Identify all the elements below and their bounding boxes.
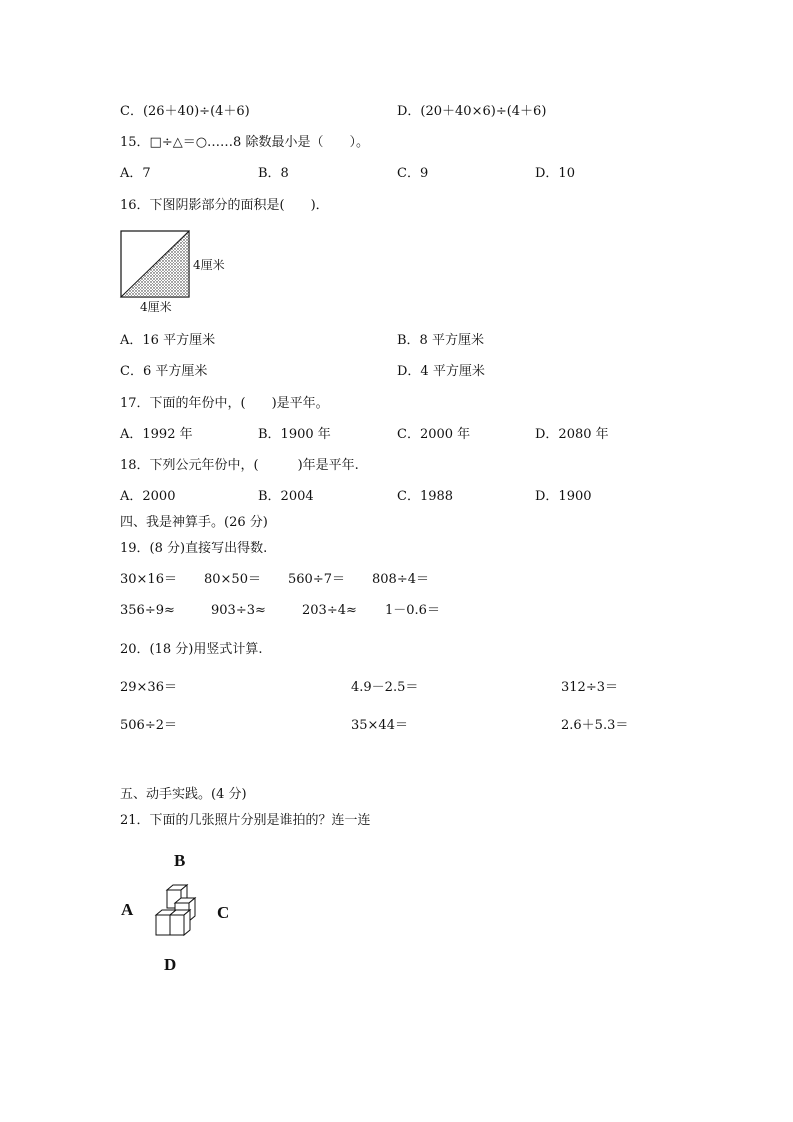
q21-label-a: A [121, 900, 134, 919]
q16-option-a: A．16 平方厘米 [120, 333, 216, 348]
q19-item: 1－0.6＝ [385, 603, 440, 618]
q20-item: 35×44＝ [351, 718, 408, 733]
q14-option-d: D．(20＋40×6)÷(4＋6) [397, 104, 547, 119]
q17-option-a: A．1992 年 [120, 427, 193, 442]
q17-option-c: C．2000 年 [397, 427, 471, 442]
q19-item: 808÷4＝ [372, 572, 429, 587]
q21-cube-stack-figure [153, 884, 205, 940]
q20-item: 2.6＋5.3＝ [561, 718, 629, 733]
q19-item: 356÷9≈ [120, 603, 175, 618]
q16-option-b: B．8 平方厘米 [397, 333, 484, 348]
q16-option-d: D．4 平方厘米 [397, 364, 485, 379]
q16-stem: 16．下图阴影部分的面积是( )． [120, 198, 329, 213]
section5-title: 五、动手实践。(4 分) [120, 787, 247, 802]
section4-title: 四、我是神算手。(26 分) [120, 515, 268, 530]
q20-item: 506÷2＝ [120, 718, 177, 733]
q18-stem: 18．下列公元年份中，( )年是平年. [120, 458, 359, 473]
q15-stem: 15．□÷△＝○……8 除数最小是（ ）。 [120, 135, 369, 150]
q21-label-c: C [217, 903, 230, 922]
q16-bottom-label: 4厘米 [140, 300, 172, 314]
q19-stem: 19．(8 分)直接写出得数. [120, 541, 268, 556]
q15-option-c: C．9 [397, 166, 429, 181]
q19-item: 203÷4≈ [302, 603, 357, 618]
q19-item: 30×16＝ [120, 572, 177, 587]
q18-option-b: B．2004 [258, 489, 314, 504]
q19-item: 80×50＝ [204, 572, 261, 587]
q16-side-label: 4厘米 [193, 258, 225, 272]
q18-option-c: C．1988 [397, 489, 454, 504]
q15-option-d: D．10 [535, 166, 575, 181]
q21-stem: 21．下面的几张照片分别是谁拍的？连一连 [120, 813, 371, 828]
q21-label-d: D [164, 955, 177, 974]
q14-option-c: C．(26＋40)÷(4＋6) [120, 104, 250, 119]
q16-option-c: C．6 平方厘米 [120, 364, 208, 379]
q18-option-a: A．2000 [120, 489, 176, 504]
q18-option-d: D．1900 [535, 489, 592, 504]
q20-item: 29×36＝ [120, 680, 177, 695]
q20-item: 4.9－2.5＝ [351, 680, 419, 695]
q17-option-d: D．2080 年 [535, 427, 609, 442]
q17-stem: 17．下面的年份中，( )是平年。 [120, 396, 329, 411]
q17-option-b: B．1900 年 [258, 427, 331, 442]
q20-stem: 20．(18 分)用竖式计算. [120, 642, 263, 657]
q19-item: 560÷7＝ [288, 572, 345, 587]
q15-option-b: B．8 [258, 166, 289, 181]
q16-square-figure [120, 230, 200, 300]
q19-item: 903÷3≈ [211, 603, 266, 618]
q20-item: 312÷3＝ [561, 680, 618, 695]
q15-option-a: A．7 [120, 166, 151, 181]
q21-label-b: B [174, 851, 186, 870]
